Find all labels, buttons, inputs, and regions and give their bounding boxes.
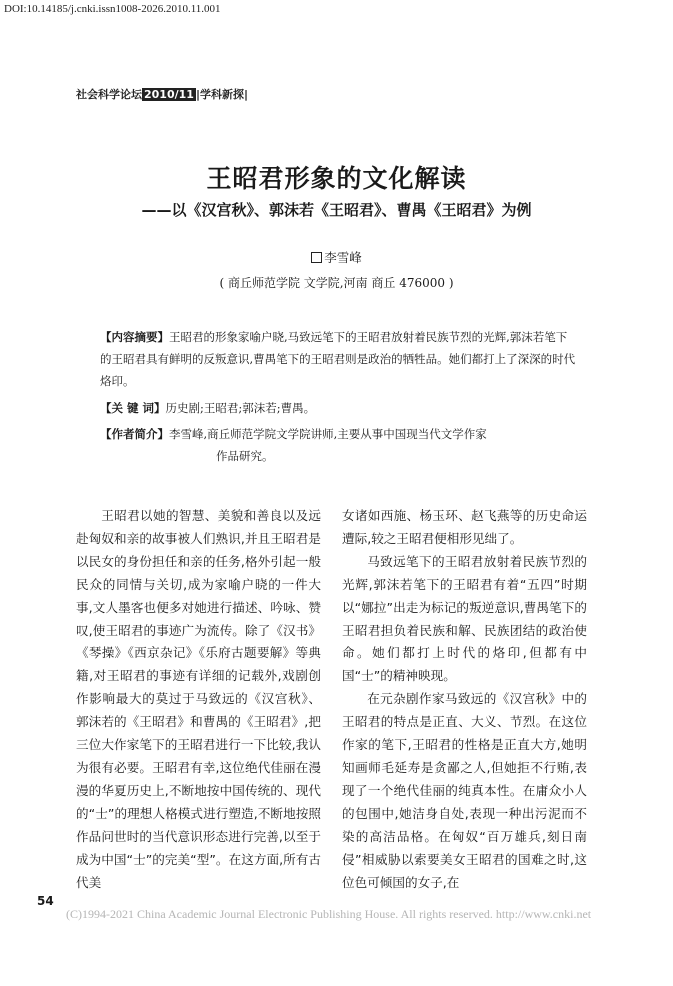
body-paragraph: 在元杂剧作家马致远的《汉宫秋》中的王昭君的特点是正直、大义、节烈。在这位作家的笔下,王昭君的性格是正直大方,她明知画师毛延寿是贪鄙之人,但她拒不行贿,表现了一个绝代佳丽的纯真本性。在庸众小人的包围中,她洁身自处,表现一种出污泥而不染的高洁品格。在匈奴“百万雄兵,刻日南侵”相威胁以索要美女王昭君的国难之时,这位色可倾国的女子,在: [342, 691, 587, 890]
section-name: 学科新探: [199, 88, 244, 101]
copyright-footer: (C)1994-2021 China Academic Journal Electronic Publishing House. All rights reserved. http://www.cnki.net: [66, 907, 592, 921]
author-name: 李雪峰: [324, 250, 362, 265]
keywords: [100, 397, 578, 419]
author-bio-line1: 李雪峰,商丘师范学院文学院讲师,主要从事中国现当代文学作家: [169, 427, 487, 441]
running-head: 社会科学论坛 2010/11 |学科新探|: [76, 88, 249, 101]
body-paragraph: 马致远笔下的王昭君放射着民族节烈的光辉,郭沫若笔下的王昭君有着“五四”时期以“娜拉”出走为标记的叛逆意识,曹禺笔下的王昭君担负着民族和解、民族团结的政治使命。她们都打上时代的烙印,但都有中国“士”的精神映现。: [342, 553, 587, 684]
author-bio: [100, 423, 578, 467]
abstract: [100, 326, 578, 392]
page-number: 54: [37, 894, 54, 908]
keywords-label: 【关 键 词】: [100, 401, 166, 415]
body-column-right: [342, 505, 587, 894]
article-title: 王昭君形象的文化解读: [206, 164, 467, 193]
abstract-text: 王昭君的形象家喻户晓,马致远笔下的王昭君放射着民族节烈的光辉,郭沫若笔下的王昭君具有鲜明的反叛意识,曹禺笔下的王昭君则是政治的牺牲品。她们都打上了深深的时代烙印。: [100, 330, 576, 388]
journal-name: 社会科学论坛: [76, 88, 142, 101]
body-column-left: [76, 505, 321, 894]
doi: DOI:10.14185/j.cnki.issn1008-2026.2010.11.001: [4, 3, 221, 15]
article-subtitle: ——以《汉宫秋》、郭沫若《王昭君》、曹禺《王昭君》为例: [141, 201, 532, 219]
author-bio-line2: 作品研究。: [216, 449, 274, 463]
author-bio-label: 【作者简介】: [100, 427, 169, 441]
author-line: [0, 248, 673, 266]
keywords-text: 历史剧;王昭君;郭沫若;曹禺。: [165, 401, 316, 415]
square-icon: [311, 252, 322, 263]
issue-badge: 2010/11: [144, 88, 194, 101]
body-paragraph-continuation: 女诸如西施、杨玉环、赵飞燕等的历史命运遭际,较之王昭君便相形见绌了。: [342, 508, 587, 546]
body-paragraph: 王昭君以她的智慧、美貌和善良以及远赴匈奴和亲的故事被人们熟识,并且王昭君是以民女的身份担任和亲的任务,格外引起一般民众的同情与关切,成为家喻户晓的一件大事,文人墨客也便多对她进行描述、吟咏、赞叹,使王昭君的事迹广为流传。除了《汉书》《琴操》《西京杂记》《乐府古题要解》等典籍,对王昭君的事迹有详细的记载外,戏剧创作影响最大的莫过于马致远的《汉宫秋》、郭沫若的《王昭君》和曹禺的《王昭君》,把三位大作家笔下的王昭君进行一下比较,我认为很有必要。王昭君有幸,这位绝代佳丽在漫漫的华夏历史上,不断地按中国传统的、现代的“士”的理想人格模式进行塑造,不断地按照作品问世时的当代意识形态进行完善,以至于成为中国“士”的完美“型”。在这方面,所有古代美: [76, 508, 321, 890]
affiliation: ( 商丘师范学院 文学院,河南 商丘 476000 ): [219, 276, 454, 290]
abstract-label: 【内容摘要】: [100, 330, 169, 344]
